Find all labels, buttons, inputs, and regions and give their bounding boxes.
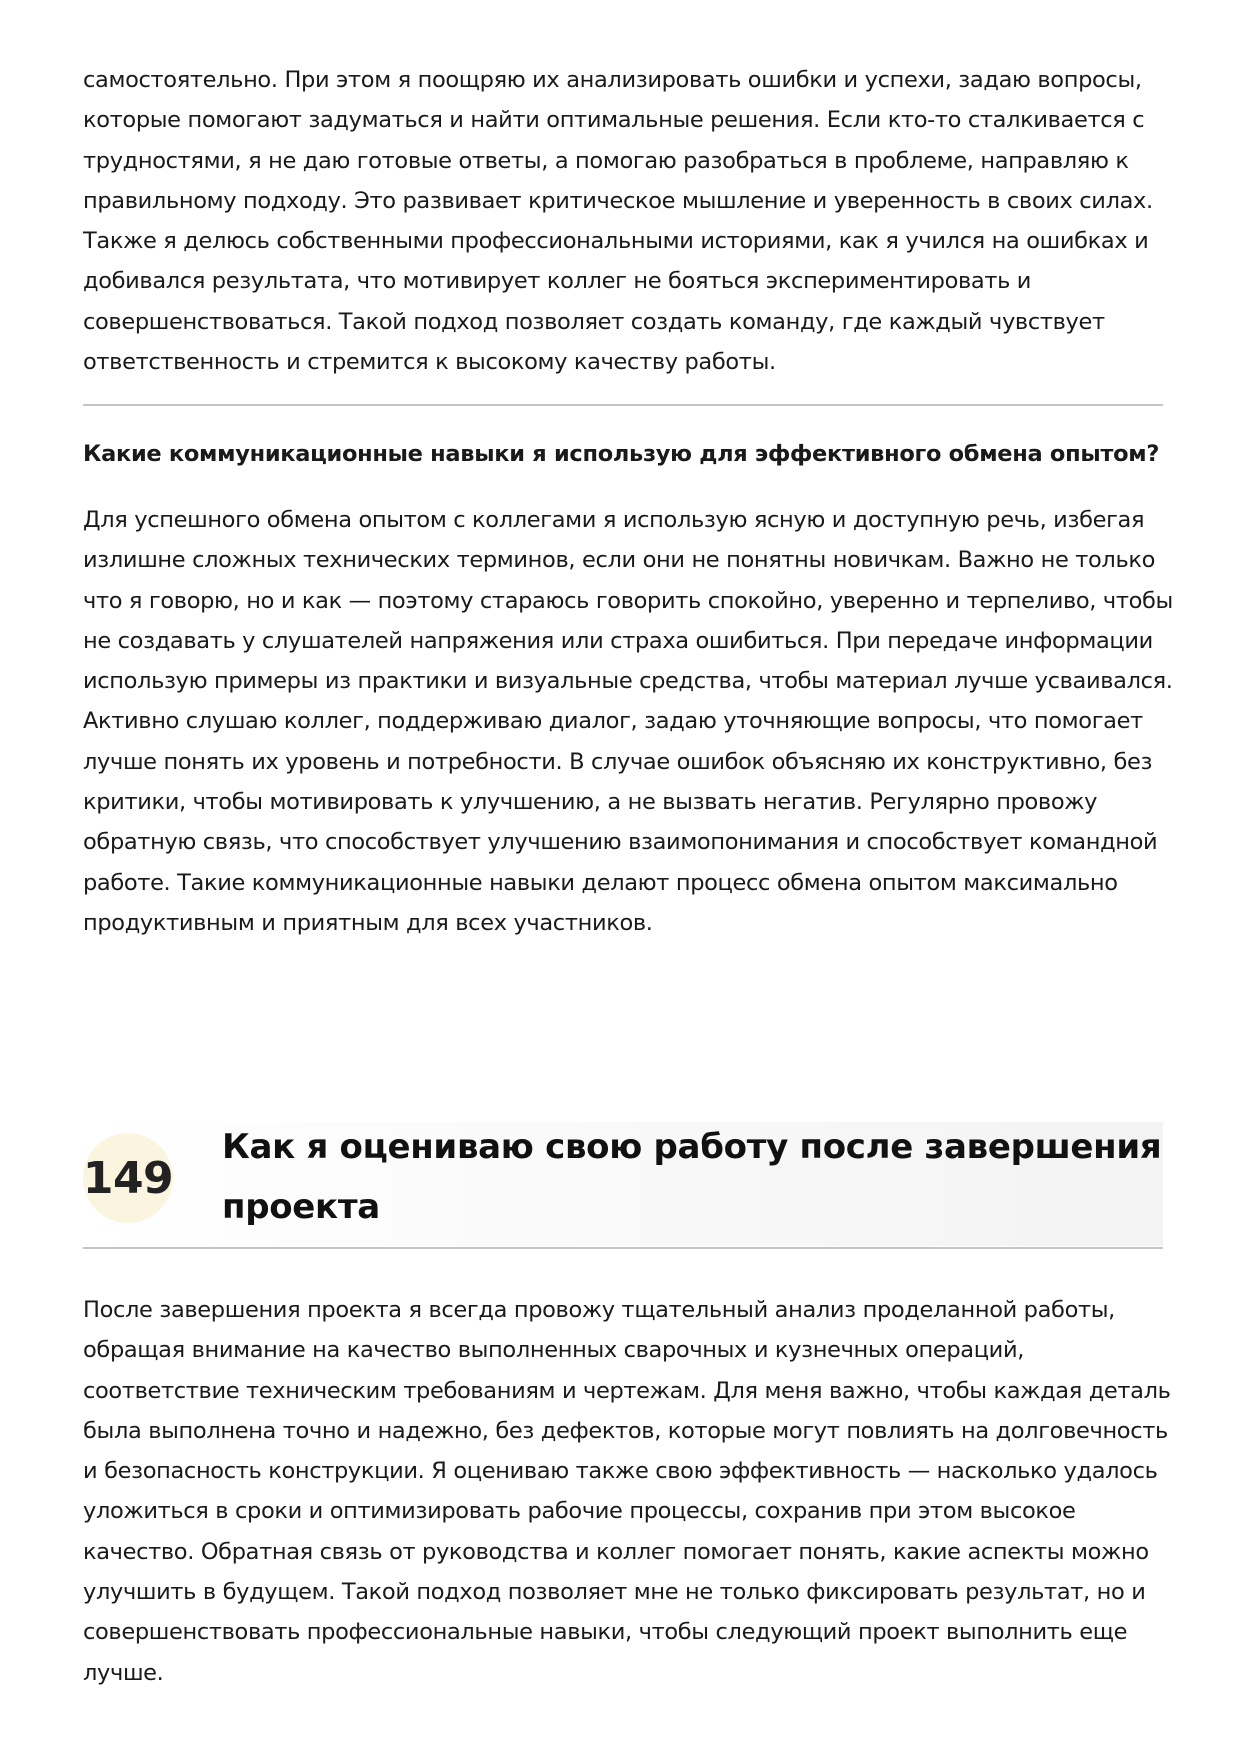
divider-top <box>83 404 1163 406</box>
paragraph-evaluation: После завершения проекта я всегда провожу тщательный анализ проделанной работы, обращая внимание на качество выполненных сварочных и кузнечных операций, соответствие техническим требованиям и чертежам. Для меня важно, чтобы каждая деталь была выполнена точно и надежно, без дефектов, которые могут повлиять на долговечность и безопасность конструкции. Я оцениваю также свою эффективность — насколько удалось уложиться в сроки и оптимизировать рабочие процессы, сохранив при этом высокое качество. Обратная связь от руководства и коллег помогает понять, какие аспекты можно улучшить в будущем. Такой подход позволяет мне не только фиксировать результат, но и совершенствовать профессиональные навыки, чтобы следующий проект выполнить еще лучше. <box>83 1297 1171 1686</box>
section-number-badge <box>83 1133 173 1223</box>
section-divider <box>83 1247 1163 1249</box>
paragraph-communication: Для успешного обмена опытом с коллегами я использую ясную и доступную речь, избегая излишне сложных технических терминов, если они не понятны новичкам. Важно не только что я говорю, но и как — поэтому стараюсь говорить спокойно, уверенно и терпеливо, чтобы не создавать у слушателей напряжения или страха ошибиться. При передаче информации использую примеры из практики и визуальные средства, чтобы материал лучше усваивался. Активно слушаю коллег, поддерживаю диалог, задаю уточняющие вопросы, что помогает лучше понять их уровень и потребности. В случае ошибок объясняю их конструктивно, без критики, чтобы мотивировать к улучшению, а не вызвать негатив. Регулярно провожу обратную связь, что способствует улучшению взаимопонимания и способствует командной работе. Такие коммуникационные навыки делают процесс обмена опытом максимально продуктивным и приятным для всех участников. <box>83 507 1173 936</box>
question-subheading: Какие коммуникационные навыки я использую для эффективного обмена опытом? <box>83 441 1160 467</box>
section-number: 149 <box>82 1152 174 1204</box>
paragraph-top: самостоятельно. При этом я поощряю их анализировать ошибки и успехи, задаю вопросы, которые помогают задуматься и найти оптимальные решения. Если кто-то сталкивается с трудностями, я не даю готовые ответы, а помогаю разобраться в проблеме, направляю к правильному подходу. Это развивает критическое мышление и уверенность в своих силах. Также я делюсь собственными профессиональными историями, как я учился на ошибках и добивался результата, что мотивирует коллег не бояться экспериментировать и совершенствоваться. Такой подход позволяет создать команду, где каждый чувствует ответственность и стремится к высокому качеству работы. <box>83 67 1153 376</box>
section-title: Как я оцениваю свою работу после завершения проекта <box>222 1127 1162 1227</box>
